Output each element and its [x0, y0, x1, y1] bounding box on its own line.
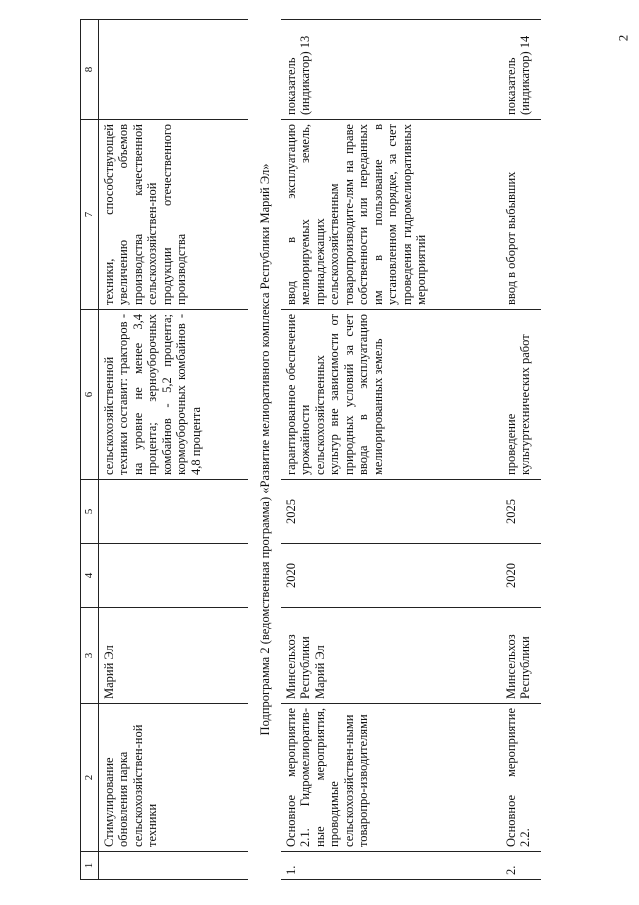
col-header-6: 6 — [81, 310, 99, 480]
row-start — [98, 544, 248, 608]
row-result: сельскохозяйственной техники составит: тракторов - на уровне не менее 3,4 процента; зерноуборочных комбайнов - 5,2 процента; кормоуборочных комбайнов - 4,8 процента — [98, 310, 248, 480]
row-number — [98, 852, 248, 880]
col-header-4: 4 — [81, 544, 99, 608]
subprogram-row — [248, 20, 281, 880]
table-row — [281, 20, 501, 880]
header-row — [81, 20, 99, 880]
col-header-8: 8 — [81, 20, 99, 120]
subprogram-title: Подпрограмма 2 (ведомственная программа) «Развитие мелиоративного комплекса Республики Марий Эл» — [258, 163, 272, 736]
row-indicator: показатель (индикатор) 14 — [501, 20, 541, 120]
row-start: 2020 — [501, 544, 541, 608]
table-row — [98, 20, 248, 880]
row-effect: ввод в эксплуатацию мелиорируемых земель, принадлежащих сельскохозяйственным товаропроизводите-лям на праве собственности или переданных им в пользование в установленном порядке, за счет проведения гидромелиоративных мероприятий — [281, 120, 501, 310]
row-executor: Марий Эл — [98, 608, 248, 704]
col-header-5: 5 — [81, 480, 99, 544]
rotated-table-sheet — [80, 20, 605, 880]
row-indicator: показатель (индикатор) 13 — [281, 20, 501, 120]
row-indicator — [98, 20, 248, 120]
row-number: 1. — [281, 852, 501, 880]
col-header-1: 1 — [81, 852, 99, 880]
row-number: 2. — [501, 852, 541, 880]
row-effect: техники, способствующей увеличению объемов производства качественной сельскохозяйствен-ной продукции отечественного производства — [98, 120, 248, 310]
row-result: гарантированное обеспечение урожайности сельскохозяйственных культур вне зависимости от природных условий за счет ввода в эксплуатацию мелиорированных земель — [281, 310, 501, 480]
row-effect: ввод в оборот выбывших — [501, 120, 541, 310]
row-name: Основное мероприятие 2.2. — [501, 704, 541, 852]
row-executor: Минсельхоз Республики Марий Эл — [281, 608, 501, 704]
col-header-3: 3 — [81, 608, 99, 704]
row-start: 2020 — [281, 544, 501, 608]
row-name: Основное мероприятие 2.1. Гидромелиоратив-ные мероприятия, проводимые сельскохозяйствен-ными товаропро-изводителями — [281, 704, 501, 852]
col-header-7: 7 — [81, 120, 99, 310]
page-number: 2 — [615, 34, 631, 42]
row-executor: Минсельхоз Республики — [501, 608, 541, 704]
program-table — [80, 19, 541, 880]
row-result: проведение культуртехнических работ — [501, 310, 541, 480]
row-end — [98, 480, 248, 544]
table-row — [501, 20, 541, 880]
row-end: 2025 — [281, 480, 501, 544]
col-header-2: 2 — [81, 704, 99, 852]
row-name: Стимулирование обновления парка сельскохозяйствен-ной техники — [98, 704, 248, 852]
row-end: 2025 — [501, 480, 541, 544]
